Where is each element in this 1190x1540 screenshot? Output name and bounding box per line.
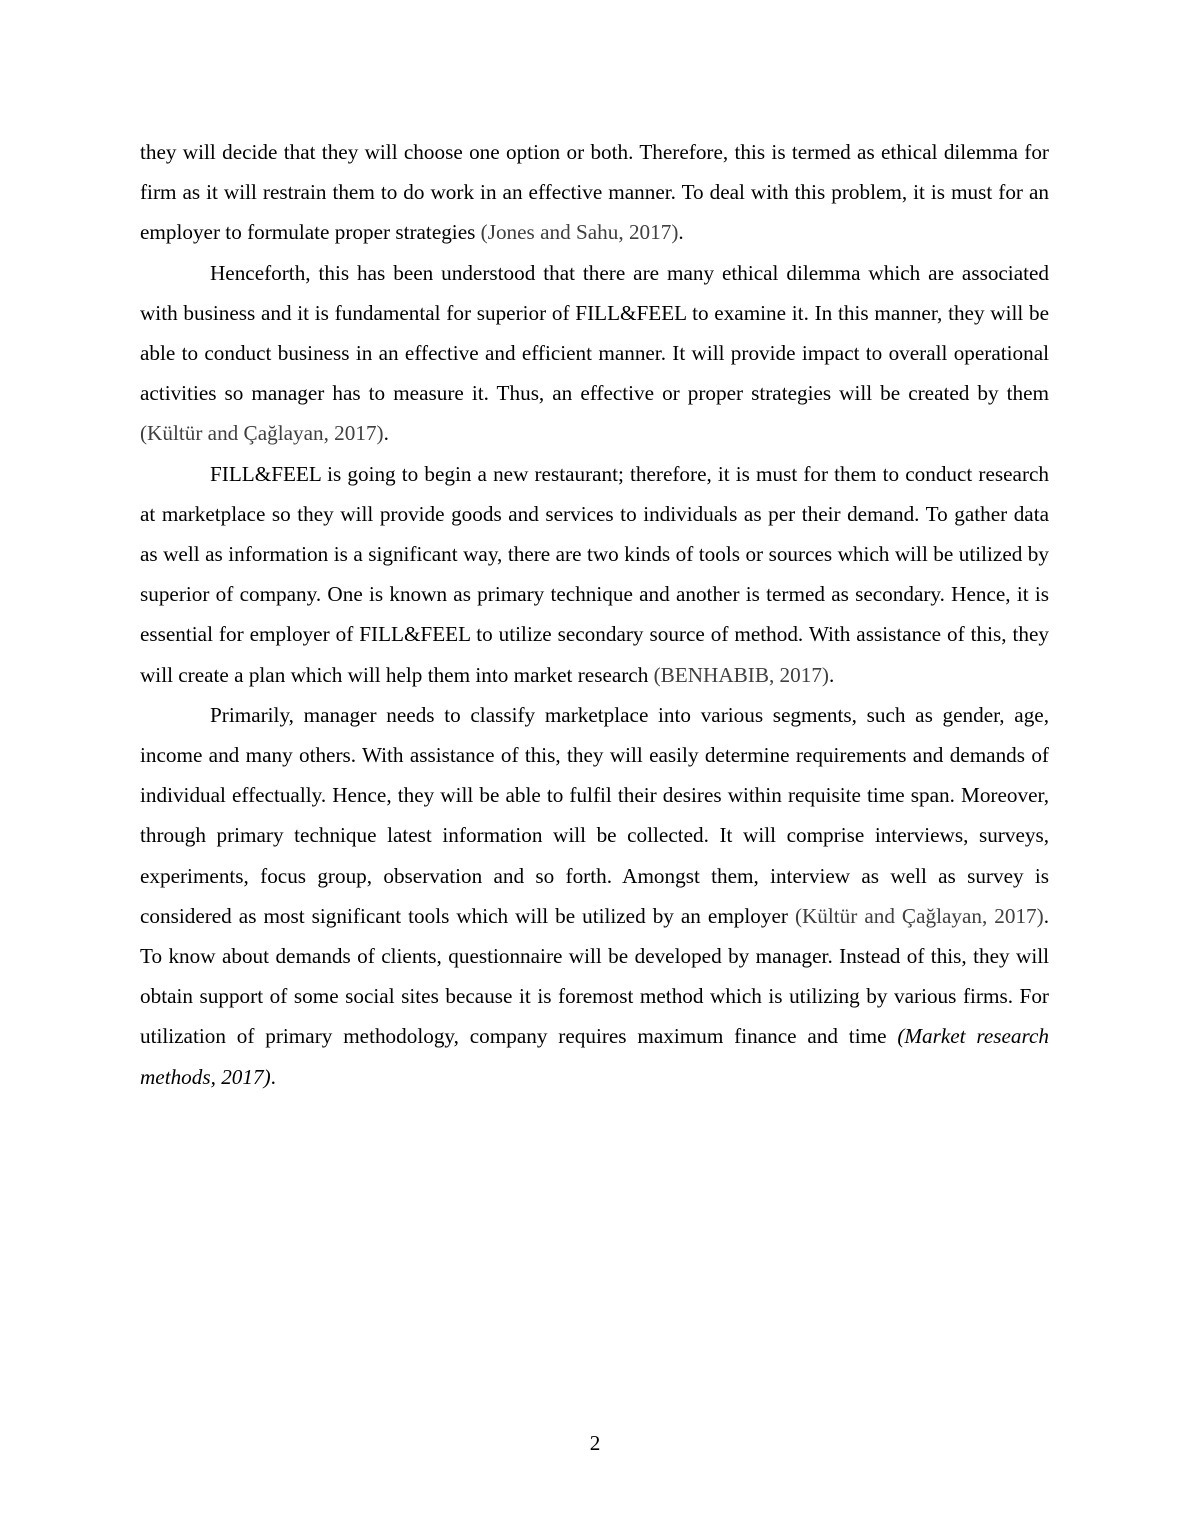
paragraph-4: [140, 695, 1049, 1097]
paragraph-1: [140, 132, 1049, 253]
paragraph-2: [140, 253, 1049, 454]
paragraph-4-end: .: [270, 1064, 276, 1089]
paragraph-4-middle: . To know about demands of clients, questionnaire will be developed by manager. Instead of this, they will obtain support of some social sites because it is foremost method which is utilizing by various firms. For utilization of primary methodology, company requires maximum finance and time: [140, 903, 1049, 1049]
citation-kultur-caglayan: (Kültür and Çağlayan, 2017): [140, 421, 384, 446]
paragraph-1-end: .: [678, 220, 684, 245]
paragraph-3-end: .: [829, 662, 835, 687]
paragraph-3: [140, 454, 1049, 695]
paragraph-2-end: .: [383, 421, 389, 446]
paragraph-2-text: Henceforth, this has been understood that there are many ethical dilemma which are associated with business and it is fundamental for superior of FILL&FEEL to examine it. In this manner, they will be able to conduct business in an effective and efficient manner. It will provide impact to overall operational activities so manager has to measure it. Thus, an effective or proper strategies will be created by them: [140, 260, 1049, 406]
paragraph-4-text: Primarily, manager needs to classify marketplace into various segments, such as gender, age, income and many others. With assistance of this, they will easily determine requirements and demands of individual effectually. Hence, they will be able to fulfil their desires within requisite time span. Moreover, through primary technique latest information will be collected. It will comprise interviews, surveys, experiments, focus group, observation and so forth. Amongst them, interview as well as survey is considered as most significant tools which will be utilized by an employer: [140, 702, 1049, 928]
page-number: 2: [589, 1431, 601, 1455]
paragraph-1-text: they will decide that they will choose one option or both. Therefore, this is termed as ethical dilemma for firm as it will restrain them to do work in an effective manner. To deal with this problem, it is must for an employer to formulate proper strategies: [140, 140, 1049, 245]
citation-market-research-methods: (Market research methods, 2017): [140, 1024, 1049, 1089]
body-text: [140, 132, 1049, 1097]
citation-kultur-caglayan-2: (Kültür and Çağlayan, 2017): [794, 903, 1044, 928]
citation-jones-sahu: (Jones and Sahu, 2017): [480, 220, 679, 245]
paragraph-3-text: FILL&FEEL is going to begin a new restaurant; therefore, it is must for them to conduct research at marketplace so they will provide goods and services to individuals as per their demand. To gather data as well as information is a significant way, there are two kinds of tools or sources which will be utilized by superior of company. One is known as primary technique and another is termed as secondary. Hence, it is essential for employer of FILL&FEEL to utilize secondary source of method. With assistance of this, they will create a plan which will help them into market research: [140, 461, 1049, 687]
citation-benhabib: (BENHABIB, 2017): [653, 662, 829, 687]
